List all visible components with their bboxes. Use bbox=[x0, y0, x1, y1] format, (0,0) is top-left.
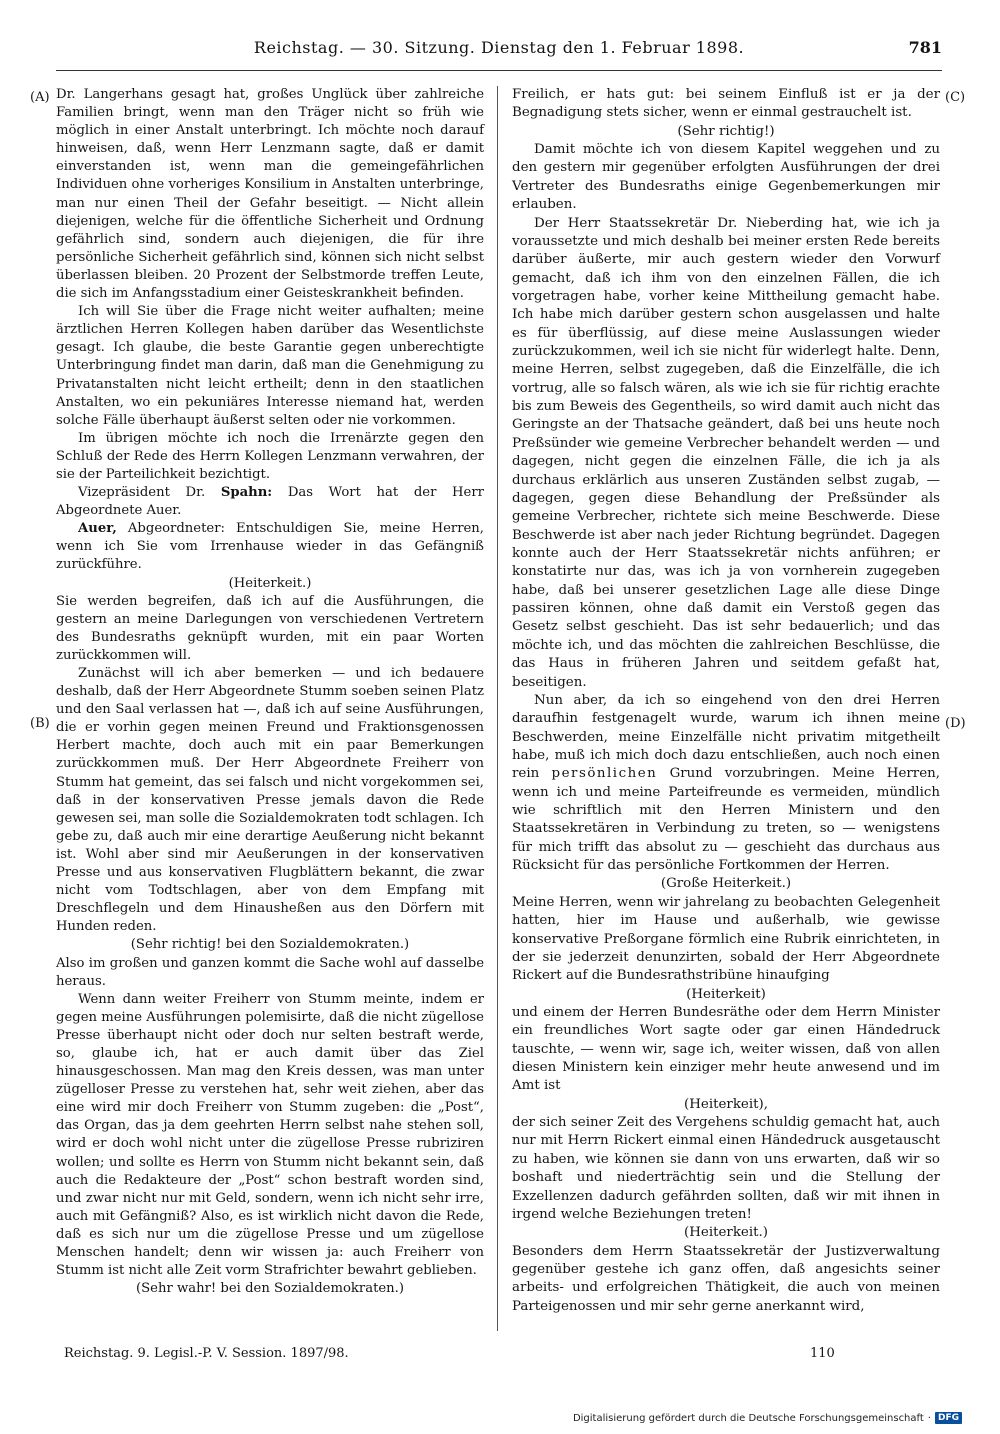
paragraph: der sich seiner Zeit des Vergehens schuldig gemacht hat, auch nur mit Herrn Rickert einmal einen Händedruck ausgetauscht zu haben, wie können sie dann von uns erwarten, daß wir so boshaft und niederträchtig sein und die Stellung der Exzellenzen dadurch gefährden sollten, daß wir mit ihnen in irgend welche Beziehungen treten! bbox=[512, 1115, 940, 1222]
dot-separator: · bbox=[927, 1412, 931, 1424]
paragraph: Der Herr Staatssekretär Dr. Nieberding hat, wie ich ja voraussetzte und mich deshalb bei meiner ersten Rede bereits darüber äußerte, mir auch gestern wieder den Vorwurf gemacht, daß ich ihm von den einzelnen Fällen, die ich vorgetragen habe, vorher keine Mittheilung gemacht habe. Ich habe mich darüber gestern schon ausgelassen und halte es für überflüssig, auf diese meine Auslassungen wieder zurückzukommen, weil ich sie nicht für widerlegt halte. Denn, meine Herren, selbst zugegeben, daß die Einzelfälle, die ich vortrug, alle so falsch wären, als wie ich sie für richtig erachte bis zum Beweis des Gegentheils, so wird damit auch nicht das Geringste an der Thatsache geändert, daß bei uns heute noch Preßsünder wie gemeine Verbrecher behandelt werden — und dagegen, nicht gegen die einzelnen Fälle, die ich ja als durchaus erklärlich aus unseren Zuständen selbst zugab, — dagegen, gegen diese Behandlung der Preßsünder als gemeine Verbrecher, richtete sich meine Beschwerde. Diese Beschwerde ist aber nach jeder Richtung begründet. Dagegen konnte auch der Herr Staatssekretär nichts anführen; er konstatirte nur das, was ich ja von vornherein zugegeben habe, daß bei unserer gesetzlichen Lage alle diese Dinge passiren können, ohne daß damit ein Verstoß gegen das Gesetz selbst geschieht. Das ist sehr bedauerlich; und das möchte ich, und das möchten die zahlreichen Beschlüsse, die das Haus in früheren Jahren und seitdem gefaßt hat, beseitigen. bbox=[512, 215, 940, 690]
digitization-text: Digitalisierung gefördert durch die Deutsche Forschungsgemeinschaft bbox=[572, 1412, 924, 1424]
speaker-name: Spahn: bbox=[220, 485, 273, 501]
paragraph: Ich will Sie über die Frage nicht weiter aufhalten; meine ärztlichen Herren Kollegen haben darüber das Wesentlichste gesagt. Ich glaube, die beste Garantie gegen unberechtigte Unterbringung findet man darin, daß man die Genehmigung zu Privatanstalten nicht leicht ertheilt; denn in den staatlichen Anstalten, wo ein pekuniäres Interesse niemand hat, werden solche Fälle überhaupt äußerst selten oder nie vorkommen. bbox=[56, 304, 484, 428]
page-header bbox=[56, 38, 942, 66]
speaker-title: Vizepräsident Dr. bbox=[78, 485, 206, 501]
text-run: Grund vorzubringen. Meine Herren, wenn ich und meine Parteifreunde es vermeiden, mündlich wie schriftlich mit den Herren Ministern und den Staatssekretären in Verbindung zu treten, so — wenigstens für mich trifft das absolut zu — geschieht das durchaus aus Rücksicht für das persönliche Fortkommen der Herren. bbox=[512, 766, 941, 874]
left-column bbox=[56, 86, 484, 1298]
interjection: (Heiterkeit.) bbox=[684, 1225, 768, 1241]
speaker-name: Auer, bbox=[78, 521, 117, 537]
right-column bbox=[512, 86, 940, 1316]
interjection: (Sehr richtig! bei den Sozialdemokraten.) bbox=[130, 937, 410, 953]
interjection: (Heiterkeit) bbox=[686, 986, 766, 1002]
paragraph: Wenn dann weiter Freiherr von Stumm meinte, indem er gegen meine Ausführungen polemisirte, daß die nicht zügellose Presse überhaupt nicht oder doch nur selten bestraft werde, so, glaube ich, hat er auch damit über das Ziel hinausgeschossen. Man mag den Kreis dessen, was man unter zügelloser Presse zu verstehen hat, sehr weit ziehen, aber das eine wird mir doch Freiherr von Stumm zugeben: die „Post“, das Organ, das ja dem geehrten Herrn selbst nahe stehen soll, wird er doch wohl nicht unter die zügellose Presse rubriziren wollen; und sollte es Herrn von Stumm nicht bekannt sein, daß auch die Redakteure der „Post“ schon bestraft worden sind, und zwar nicht nur mit Geld, sondern, wenn ich nicht sehr irre, auch mit Gefängniß? Also, es ist wirklich nicht davon die Rede, daß es sich nur um die zügellose Presse und um zügellose Menschen handelt; denn wir wissen ja: auch Freiherr von Stumm ist nicht alle Zeit vorm Strafrichter bewahrt geblieben. bbox=[56, 991, 484, 1279]
paragraph: und einem der Herren Bundesräthe oder dem Herrn Minister ein freundliches Wort sagte oder gar einen Händedruck tauschte, — wenn wir, sage ich, weiter wissen, daß von allen diesen Ministern kein einziger mehr heute anwesend und im Amt ist bbox=[512, 1004, 940, 1094]
paragraph: Im übrigen möchte ich noch die Irrenärzte gegen den Schluß der Rede des Herrn Kollegen Lenzmann verwahren, der sie der Parteilichkeit bezichtigt. bbox=[56, 430, 484, 482]
footer-sheet-number: 110 bbox=[810, 1346, 835, 1361]
text-run: Nun aber, da ich so eingehend von den drei Herren daraufhin festgenagelt wurde, warum ich ihnen meine Beschwerden, meine Einzelfälle nicht privatim mitgetheilt habe, muß ich mich doch dazu entschließen, auch noch einen rein bbox=[512, 692, 940, 782]
paragraph: Also im großen und ganzen kommt die Sache wohl auf dasselbe heraus. bbox=[56, 955, 484, 989]
paragraph: Freilich, er hats gut: bei seinem Einfluß ist er ja der Begnadigung stets sicher, wenn er einmal gestrauchelt ist. bbox=[512, 87, 940, 121]
paragraph: Zunächst will ich aber bemerken — und ich bedauere deshalb, daß der Herr Abgeordnete Stumm soeben seinen Platz und den Saal verlassen hat —, daß ich auf seine Ausführungen, die er vorhin gegen meinen Freund und Fraktionsgenossen Herbert machte, doch auch mit ein paar Bemerkungen zurückkommen muß. Der Herr Abgeordnete Freiherr von Stumm hat gemeint, das sei falsch und nicht vorgekommen sei, daß in der konservativen Presse jemals davon die Rede gewesen sei, man solle die Sozialdemokraten todt schlagen. Ich gebe zu, daß auch mir eine derartige Aeußerung nicht bekannt ist. Wohl aber sind mir Aeußerungen in der konservativen Presse und aus konservativen Flugblättern bekannt, die zwar nicht vom Todtschlagen, aber von dem Empfang mit Dreschflegeln und dem Hinausheßen aus den Dörfern mit Hunden reden. bbox=[56, 666, 484, 935]
paragraph bbox=[512, 692, 940, 876]
margin-marker-b: (B) bbox=[30, 716, 50, 731]
margin-marker-d: (D) bbox=[945, 716, 966, 731]
margin-marker-a: (A) bbox=[30, 90, 50, 105]
interjection: (Große Heiterkeit.) bbox=[660, 876, 792, 892]
interjection: (Heiterkeit.) bbox=[228, 575, 312, 591]
speech-text: Abgeordneter: Entschuldigen Sie, meine Herren, wenn ich Sie vom Irrenhause wieder in das Gefängniß zurückführe. bbox=[56, 521, 484, 573]
interjection: (Sehr richtig!) bbox=[677, 123, 775, 139]
header-rule bbox=[56, 70, 942, 71]
running-title: Reichstag. — 30. Sitzung. Dienstag den 1. Februar 1898. bbox=[253, 38, 745, 57]
speaker-paragraph bbox=[56, 520, 484, 574]
paragraph: Besonders dem Herrn Staatssekretär der Justizverwaltung gegenüber gestehe ich ganz offen, daß angesichts seiner arbeits- und erfolgreichen Thätigkeit, die auch von meinen Parteigenossen und mir sehr gerne anerkannt wird, bbox=[512, 1243, 940, 1314]
margin-marker-c: (C) bbox=[945, 90, 966, 105]
interjection: (Heiterkeit), bbox=[684, 1096, 768, 1112]
emphasized-word: persönlichen bbox=[551, 766, 658, 782]
paragraph: Dr. Langerhans gesagt hat, großes Unglück über zahlreiche Familien bringt, wenn man den Träger nicht so früh wie möglich in einer Anstalt unterbringt. Ich möchte noch darauf hinweisen, daß, wenn Herr Lenzmann sagte, daß er damit einverstanden ist, wenn man die gemeingefährlichen Individuen ohne vorheriges Konsilium in Anstalten unterbringe, man nur einen Theil der Gefahr beseitigt. — Nicht allein diejenigen, welche für die öffentliche Sicherheit und Ordnung gefährlich sind, sondern auch diejenigen, die für ihre persönliche Sicherheit gefährlich sind, können sich nicht selbst überlassen bleiben. 20 Prozent der Selbstmorde treffen Leute, die sich im Anfangsstadium einer Geisteskrankheit befinden. bbox=[56, 87, 484, 302]
column-divider bbox=[497, 86, 498, 1331]
paragraph: Meine Herren, wenn wir jahrelang zu beobachten Gelegenheit hatten, hier im Hause und außerhalb, wie gewisse konservative Preßorgane förmlich eine Rubrik einrichteten, in der sie jederzeit denunzirten, sobald der Herr Abgeordnete Rickert auf die Bundesrathstribüne hinaufging bbox=[512, 894, 940, 984]
page-number: 781 bbox=[908, 38, 942, 57]
digitization-notice bbox=[573, 1412, 962, 1424]
dfg-logo: DFG bbox=[935, 1412, 962, 1424]
interjection: (Sehr wahr! bei den Sozialdemokraten.) bbox=[136, 1281, 404, 1297]
speech-text: Das Wort hat der Herr Abgeordnete Auer. bbox=[56, 485, 484, 519]
paragraph: Damit möchte ich von diesem Kapitel weggehen und zu den gestern mir gegenüber erfolgten Ausführungen der drei Vertreter des Bundesraths einige Gegenbemerkungen mir erlauben. bbox=[512, 142, 940, 213]
footer-session: Reichstag. 9. Legisl.-P. V. Session. 1897/98. bbox=[64, 1346, 349, 1361]
paragraph: Sie werden begreifen, daß ich auf die Ausführungen, die gestern an meine Darlegungen von verschiedenen Vertretern des Bundesraths geknüpft wurden, mit ein paar Worten zurückkommen will. bbox=[56, 593, 484, 663]
speaker-paragraph bbox=[56, 484, 484, 520]
